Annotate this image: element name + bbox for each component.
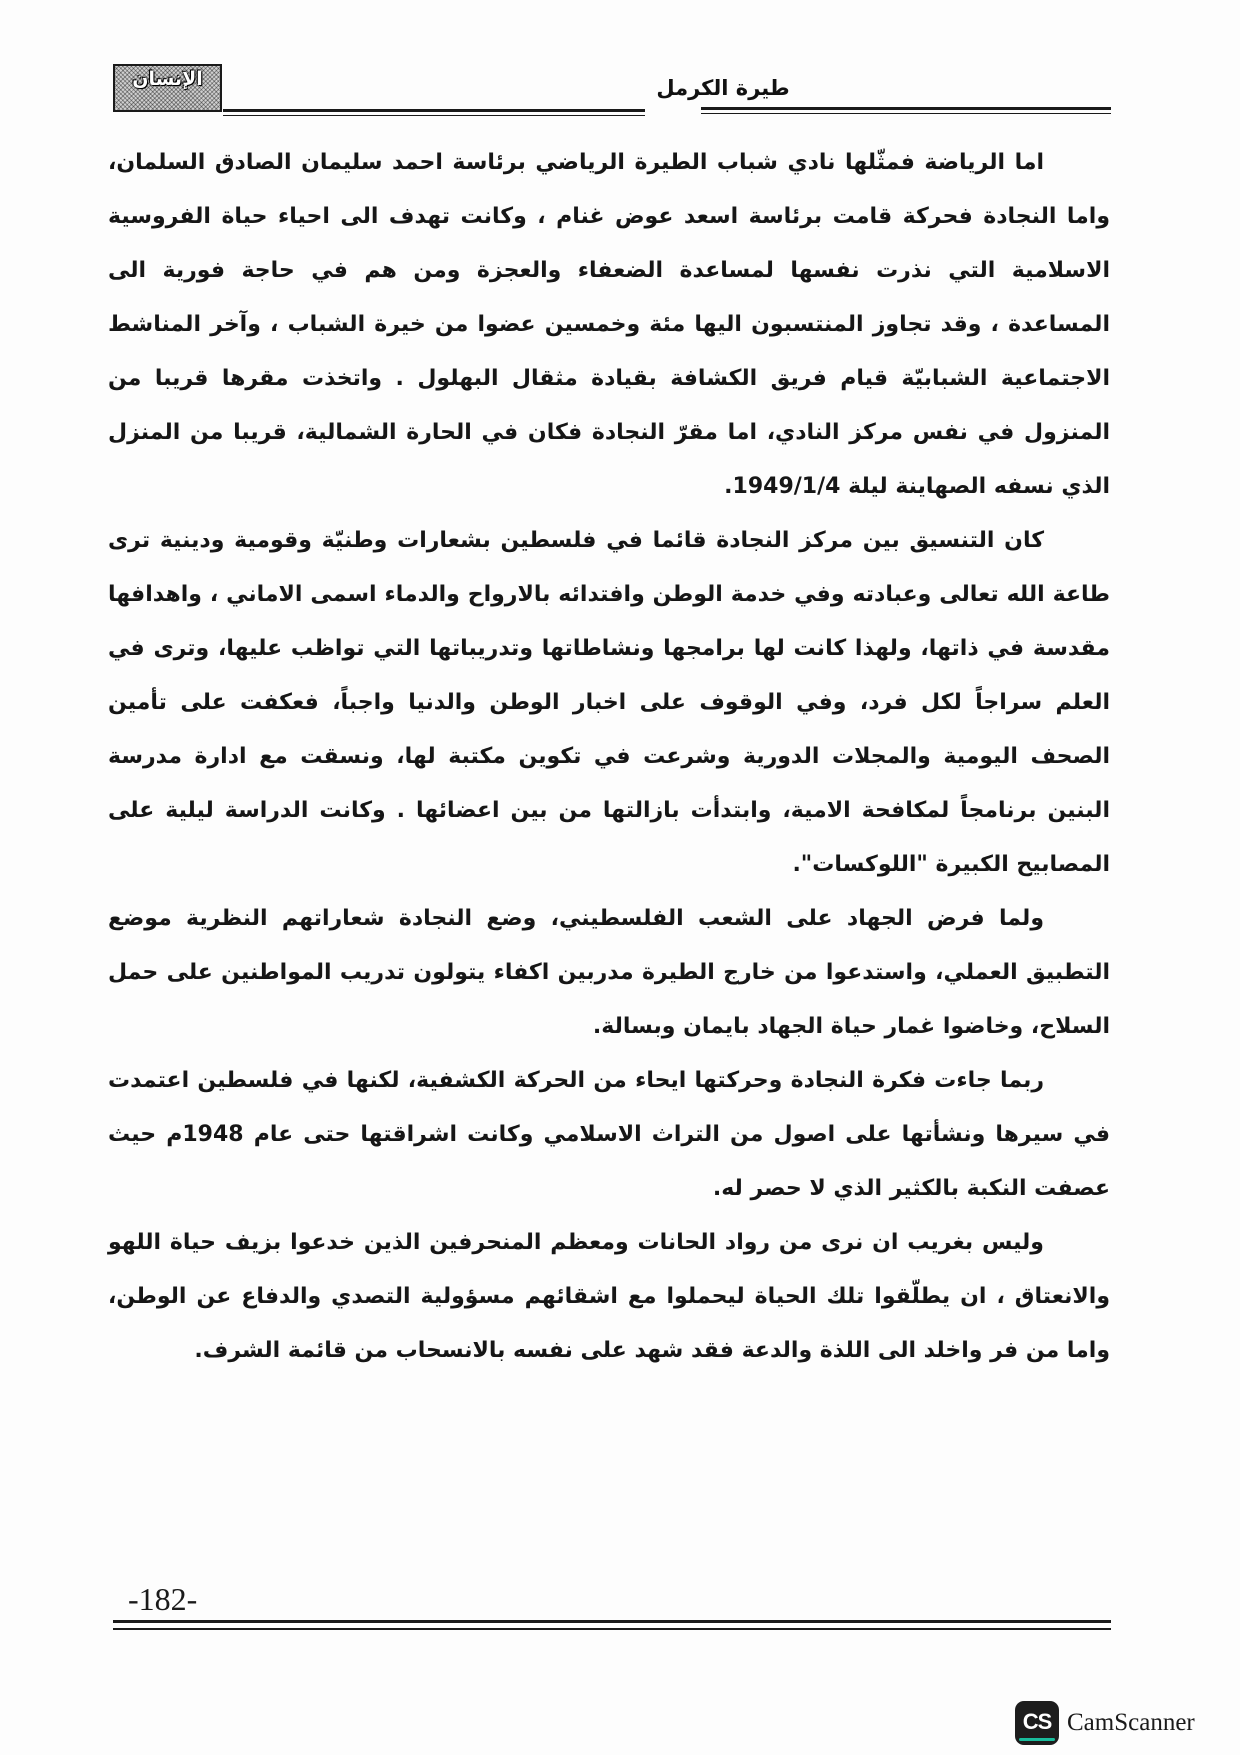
paragraph-4: ربما جاءت فكرة النجادة وحركتها ايحاء من الحركة الكشفية، لكنها في فلسطين اعتمدت في سيرها ونشأتها على اصول من التراث الاسلامي وكانت اشراقتها حتى عام 1948م حيث عصفت النكبة بالكثير الذي لا حصر له. bbox=[108, 1068, 1110, 1201]
body-text bbox=[108, 136, 1110, 1378]
chapter-tab bbox=[113, 64, 222, 112]
chapter-tab-label: الإنسان bbox=[132, 68, 203, 90]
paragraph-2: كان التنسيق بين مركز النجادة قائما في فلسطين بشعارات وطنيّة وقومية ودينية ترى طاعة الله تعالى وعبادته وفي خدمة الوطن وافتدائه بالارواح والدماء اسمى الاماني ، واهدافها مقدسة في ذاتها، ولهذا كانت لها برامجها ونشاطاتها وتدريباتها التي تواظب عليها، وترى في العلم سراجاً لكل فرد، وفي الوقوف على اخبار الوطن والدنيا واجباً، فعكفت على تأمين الصحف اليومية والمجلات الدورية وشرعت في تكوين مكتبة لها، ونسقت مع ادارة مدرسة البنين برنامجاً لمكافحة الامية، وابتدأت بازالتها من بين اعضائها . وكانت الدراسة ليلية على المصابيح الكبيرة "اللوكسات". bbox=[108, 528, 1110, 877]
book-title: طيرة الكرمل bbox=[656, 76, 790, 100]
header-rule-left bbox=[223, 109, 645, 112]
paragraph-3: ولما فرض الجهاد على الشعب الفلسطيني، وضع النجادة شعاراتهم النظرية موضع التطبيق العملي، واستدعوا من خارج الطيرة مدربين اكفاء يتولون تدريب المواطنين على حمل السلاح، وخاضوا غمار حياة الجهاد بايمان وبسالة. bbox=[108, 906, 1110, 1039]
header-rule-right bbox=[701, 107, 1111, 110]
camscanner-logo-text: CS bbox=[1022, 1709, 1052, 1734]
paragraph-5: وليس بغريب ان نرى من رواد الحانات ومعظم المنحرفين الذين خدعوا بزيف حياة اللهو والانعتاق ، ان يطلّقوا تلك الحياة ليحملوا مع اشقائهم مسؤولية التصدي والدفاع عن الوطن، واما من فر واخلد الى اللذة والدعة فقد شهد على نفسه بالانسحاب من قائمة الشرف. bbox=[108, 1230, 1110, 1363]
page-number: -182- bbox=[128, 1581, 198, 1617]
camscanner-watermark bbox=[1015, 1700, 1195, 1746]
footer-rule bbox=[113, 1620, 1111, 1623]
page-header bbox=[113, 64, 1110, 120]
camscanner-logo-icon bbox=[1015, 1701, 1059, 1745]
paragraph-1: اما الرياضة فمثّلها نادي شباب الطيرة الرياضي برئاسة احمد سليمان الصادق السلمان، واما النجادة فحركة قامت برئاسة اسعد عوض غنام ، وكانت تهدف الى احياء حياة الفروسية الاسلامية التي نذرت نفسها لمساعدة الضعفاء والعجزة ومن هم في حاجة فورية الى المساعدة ، وقد تجاوز المنتسبون اليها مئة وخمسين عضوا من خيرة الشباب ، وآخر المناشط الاجتماعية الشبابيّة قيام فريق الكشافة بقيادة مثقال البهلول . واتخذت مقرها قريبا من المنزول في نفس مركز النادي، اما مقرّ النجادة فكان في الحارة الشمالية، قريبا من المنزل الذي نسفه الصهاينة ليلة 1949/1/4. bbox=[108, 150, 1110, 499]
camscanner-name: CamScanner bbox=[1067, 1709, 1195, 1736]
